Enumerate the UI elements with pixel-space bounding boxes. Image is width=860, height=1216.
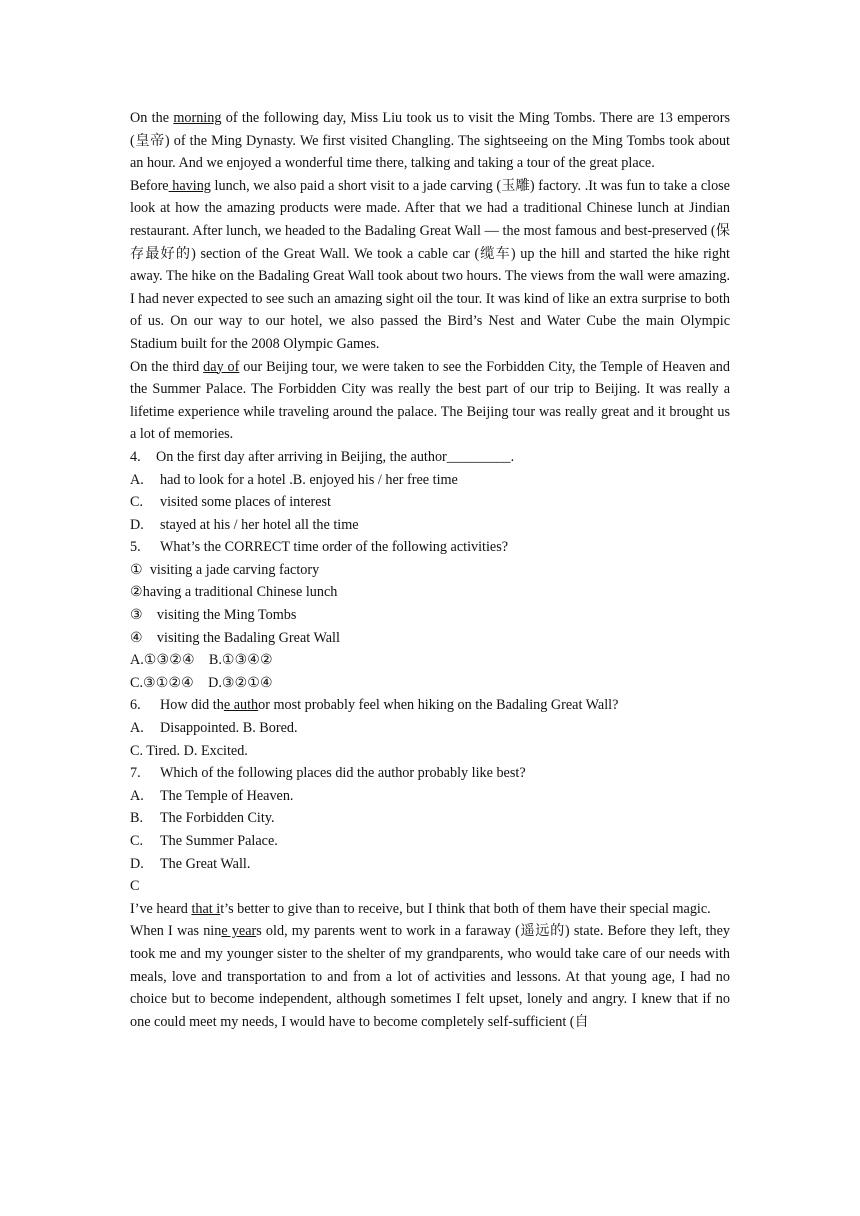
question-6-option-ab	[130, 717, 730, 740]
question-7-option-b	[130, 807, 730, 830]
text: On the	[130, 110, 174, 126]
text: t’s better to give than to receive, but I think that both of them have their special magic.	[220, 900, 711, 917]
option-text: The Forbidden City.	[160, 810, 275, 827]
text: When I was nin	[130, 923, 222, 940]
text: of the following day, Miss Liu took us to visit the Ming Tombs. There are 13 emperors (皇帝) of the Ming Dynasty. We first visited Changling. The sightseeing on the Ming Tombs took about an hour. And we enjoyed a wonderful time there, talking and taking a tour of the great place.	[130, 110, 730, 172]
question-7-option-a	[130, 785, 730, 808]
option-text: The Great Wall.	[160, 855, 251, 872]
question-5-options-cd: C.③①②④ D.③②①④	[130, 674, 273, 691]
question-stem: Which of the following places did the author probably like best?	[160, 765, 526, 782]
question-5	[130, 536, 730, 559]
document-page	[130, 107, 730, 1033]
question-6	[130, 694, 730, 717]
option-text: Disappointed. B. Bored.	[160, 720, 298, 737]
paragraph-ming-tombs	[130, 107, 730, 175]
option-text: visited some places of interest	[160, 494, 331, 511]
option-text: stayed at his / her hotel all the time	[160, 516, 359, 533]
question-5-item-3: ③ visiting the Ming Tombs	[130, 607, 297, 624]
text: our Beijing tour, we were taken to see the Forbidden City, the Temple of Heaven and the Summer Palace. The Forbidden City was really the best part of our trip to Beijing. It was really a lifetime experience while traveling around the palace. The Beijing tour was really great and it brought us a lot of memories.	[130, 358, 730, 443]
question-7	[130, 762, 730, 785]
text: Before	[130, 177, 169, 194]
option-letter: A.	[130, 787, 144, 804]
question-4-option-c	[130, 491, 730, 514]
question-number: 4.	[130, 448, 141, 465]
text: I’ve heard	[130, 900, 192, 917]
question-5-options-ab: A.①③②④ B.①③④②	[130, 652, 273, 669]
passage-c-heading: C	[130, 878, 140, 895]
underlined-text: morning	[173, 110, 222, 126]
underlined-text: that i	[191, 900, 221, 917]
option-letter: D.	[130, 516, 144, 533]
text: On the third	[130, 358, 204, 375]
text: s old, my parents went to work in a faraway (遥远的) state. Before they left, they took me and my younger sister to the shelter of my grandparents, who would take care of our needs with meals, love and transportation to and from a lot of activities and lessons. At that young age, I had no choice but to become independent, although sometimes I felt upset, lonely and angry. I knew that if no one could meet my needs, I would have to become completely self-sufficient (自	[130, 923, 730, 1030]
question-7-option-c	[130, 830, 730, 853]
question-number: 6.	[130, 697, 141, 714]
paragraph-forbidden-city	[130, 356, 730, 446]
text: lunch, we also paid a short visit to a jade carving (玉雕) factory. .It was fun to take a close look at how the amazing products were made. After that we had a traditional Chinese lunch at Jindian restaurant. After lunch, we headed to the Badaling Great Wall — the most famous and best-preserved (保存最好的) section of the Great Wall. We took a cable car (缆车) up the hill and started the hike right away. The hike on the Badaling Great Wall took about two hours. The views from the wall were amazing. I had never expected to see such an amazing sight oil the tour. It was kind of like an extra surprise to both of us. On our way to our hotel, we also passed the Bird’s Nest and Water Cube the main Olympic Stadium built for the 2008 Olympic Games.	[130, 177, 730, 352]
option-text: had to look for a hotel .B. enjoyed his / her free time	[160, 471, 458, 488]
paragraph-childhood	[130, 920, 730, 1033]
option-letter: A.	[130, 720, 144, 737]
question-7-option-d	[130, 853, 730, 876]
question-stem: On the first day after arriving in Beijing, the author_________.	[156, 448, 515, 465]
question-stem: How did th	[160, 697, 224, 714]
underlined-text: having	[168, 177, 211, 194]
underlined-text: e auth	[223, 697, 259, 714]
option-letter: B.	[130, 810, 144, 827]
option-text: The Summer Palace.	[160, 833, 278, 849]
question-5-item-4: ④ visiting the Badaling Great Wall	[130, 629, 340, 646]
question-4-option-d	[130, 514, 730, 537]
question-stem: What’s the CORRECT time order of the following activities?	[160, 539, 509, 556]
underlined-text: day of	[203, 358, 240, 375]
question-4	[130, 446, 730, 469]
question-stem: or most probably feel when hiking on the Badaling Great Wall?	[258, 697, 619, 714]
option-letter: D.	[130, 855, 144, 872]
question-5-item-1: ① visiting a jade carving factory	[130, 561, 320, 578]
option-text: The Temple of Heaven.	[160, 787, 294, 804]
option-letter: C.	[130, 494, 144, 511]
option-letter: C.	[130, 833, 144, 849]
underlined-text: e year	[221, 923, 257, 940]
question-number: 5.	[130, 539, 141, 556]
option-letter: A.	[130, 471, 144, 488]
question-5-item-2: ②having a traditional Chinese lunch	[130, 584, 338, 601]
question-6-option-cd: C. Tired. D. Excited.	[130, 742, 248, 759]
paragraph-give-receive	[130, 898, 730, 921]
question-4-option-a	[130, 469, 730, 492]
paragraph-great-wall	[130, 175, 730, 356]
question-number: 7.	[130, 765, 141, 782]
